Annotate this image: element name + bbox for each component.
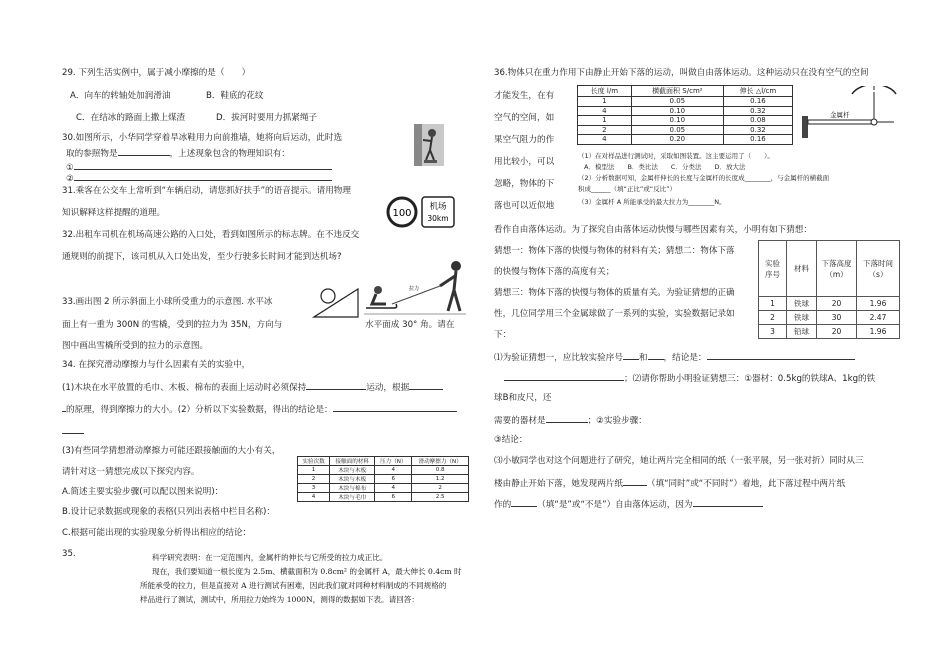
speed-limit-sign bbox=[386, 196, 418, 228]
table-cell: 木块与木板 bbox=[330, 475, 375, 484]
sub-5: ③结论： bbox=[494, 435, 528, 445]
table-cell: 木块与棉布 bbox=[330, 484, 375, 493]
q30-text-a: 取的参照物是 bbox=[66, 149, 118, 159]
table-cell: 0.05 bbox=[631, 125, 723, 135]
q36-wrap-3: 果空气阻力的作 bbox=[494, 135, 555, 145]
sub7-text-b: （填“同时”或“不同时”）着地，此下落过程中两片纸 bbox=[646, 479, 846, 489]
q33-line3: 图中画出雪橇所受到的拉力的示意图。 bbox=[62, 341, 209, 351]
q34-item-c: C.根据可能出现的实验现象分析得出相应的结论： bbox=[62, 528, 252, 538]
table-header-row bbox=[298, 457, 469, 466]
table-cell: 20 bbox=[817, 297, 857, 311]
q34-part3-l2: 请针对这一猜想完成以下探究内容。 bbox=[62, 467, 200, 477]
guess1-conclusion-blank-cont[interactable] bbox=[504, 371, 624, 381]
table-row bbox=[578, 125, 793, 135]
table-cell: 1.96 bbox=[857, 297, 900, 311]
table-row bbox=[578, 135, 793, 145]
q29-option-a: A．向车的转轴处加润滑油 bbox=[70, 91, 171, 101]
rod-q1: （1）在对样品进行测试时，采取如图装置。这主要运用了（ ）。 bbox=[578, 152, 774, 160]
guess-3-end: 下： bbox=[494, 330, 512, 340]
q30-num-2: ② bbox=[66, 174, 74, 184]
table-cell: 4 bbox=[578, 106, 632, 116]
rod-apparatus-figure bbox=[800, 86, 900, 142]
q36-wrap-1: 才能发生，在有 bbox=[494, 91, 555, 101]
table-cell: 20 bbox=[817, 325, 857, 339]
conclusion-blank-cont[interactable] bbox=[62, 424, 84, 434]
sub-8 bbox=[494, 497, 763, 511]
q33-line1: 33.画出图 2 所示斜面上小球所受重力的示意图. 水平冰 bbox=[62, 297, 273, 307]
q35-number: 35. bbox=[62, 549, 76, 559]
table-cell: 6 bbox=[375, 475, 412, 484]
q30-line1: 30.如图所示，小华同学穿着旱冰鞋用力向前推墙，她将向后运动，此时选 bbox=[62, 133, 343, 143]
q34-part1 bbox=[62, 380, 443, 394]
table-row bbox=[298, 484, 469, 493]
table-cell: 0.05 bbox=[631, 97, 723, 107]
pull-force-label: 拉力 bbox=[409, 286, 420, 292]
q36-wrap-5: 忽略，物体的下 bbox=[494, 179, 555, 189]
table-cell: 铁球 bbox=[787, 297, 817, 311]
rod-q2-cont: 积成______（填“正比”或“反比”） bbox=[578, 185, 676, 193]
q34-head: 34. 在探究滑动摩擦力与什么因素有关的实验中， bbox=[62, 360, 251, 370]
conclusion-blank[interactable] bbox=[333, 402, 457, 412]
rod-data-table bbox=[577, 85, 793, 145]
incline-ball-figure bbox=[312, 283, 360, 319]
knowledge-blank-2[interactable] bbox=[74, 171, 332, 181]
guess-2: 的快慢与物体下落的高度有关； bbox=[494, 267, 615, 277]
rod-q1-options: A．模型法 B．类比法 C．分类法 D．放大法 bbox=[584, 163, 746, 171]
sub1-text-a: ⑴为验证猜想一，应比较实验序号 bbox=[494, 353, 623, 363]
q36-wrap-6: 落也可以近似地 bbox=[494, 201, 555, 211]
table-cell: 4 bbox=[298, 493, 330, 502]
table-cell: 0.32 bbox=[723, 106, 792, 116]
table-header-cell: 横截面积 S/cm² bbox=[631, 86, 723, 97]
rod-q3: （3）金属杆 A 所能承受的最大拉力为________N。 bbox=[578, 198, 726, 206]
table-cell: 0.16 bbox=[723, 97, 792, 107]
q29-option-b: B．鞋底的花纹 bbox=[206, 91, 264, 101]
sub4-text-b: ；②实验步骤： bbox=[587, 416, 647, 426]
table-row bbox=[298, 493, 469, 502]
table-header-row bbox=[578, 86, 793, 97]
table-cell: 0.8 bbox=[412, 466, 469, 475]
serial-blank-1[interactable] bbox=[623, 350, 639, 360]
q32-line1: 32.出租车司机在机场高速公路的入口处，看到如图所示的标志牌。在不违反交 bbox=[62, 230, 360, 240]
q31-line1: 31.乘客在公交车上常听到“车辆启动，请您抓好扶手”的语音提示。请用物理 bbox=[62, 186, 351, 196]
sub-6: ⑶小敏同学也对这个问题进行了研究，她让两片完全相同的纸（一张平展，另一张对折）同时从三 bbox=[494, 456, 864, 466]
q30-line2 bbox=[66, 146, 290, 160]
table-cell: 2 bbox=[412, 484, 469, 493]
knowledge-blank-1[interactable] bbox=[74, 160, 332, 170]
table-cell: 铁球 bbox=[787, 311, 817, 325]
table-cell: 0.20 bbox=[631, 135, 723, 145]
q34-part1-text-b: 运动，根据 bbox=[366, 383, 410, 393]
sub-1 bbox=[494, 350, 855, 364]
skater-figure bbox=[414, 124, 444, 166]
airport-distance: 30km bbox=[427, 214, 449, 223]
friction-data-table bbox=[297, 456, 469, 502]
q31-line2: 知识解释这样提醒的道理。 bbox=[62, 208, 166, 218]
sub-2 bbox=[504, 371, 875, 385]
table-cell: 1.96 bbox=[857, 325, 900, 339]
table-cell: 2 bbox=[298, 475, 330, 484]
q30-text-b: ，上述现象包含的物理知识有： bbox=[169, 149, 290, 159]
sub-3: 球B和皮尺，还 bbox=[494, 393, 552, 403]
guess-3-cont: 性，几位同学用三个金属球做了一系列的实验，实验数据记录如 bbox=[494, 309, 735, 319]
q35-para-1: 科学研究表明：在一定范围内，金属杆的伸长与它所受的拉力成正比。 bbox=[152, 553, 388, 562]
table-cell: 30 bbox=[817, 311, 857, 325]
table-header-cell: 下落时间（s） bbox=[857, 241, 900, 297]
table-cell: 2 bbox=[759, 311, 787, 325]
table-cell: 0.32 bbox=[723, 125, 792, 135]
table-cell: 0.16 bbox=[723, 135, 792, 145]
reason-blank[interactable] bbox=[693, 497, 763, 507]
sub8-text-a: 作的 bbox=[494, 500, 512, 510]
guess-1: 猜想一：物体下落的快慢与物体的材料有关；猜想二：物体下落 bbox=[494, 246, 735, 256]
q36-wrap-4: 用比较小，可以 bbox=[494, 157, 555, 167]
q34-part2 bbox=[62, 402, 457, 416]
table-header-cell: 材料 bbox=[787, 241, 817, 297]
q36-wrap-2: 空气的空间，如 bbox=[494, 113, 555, 123]
table-header-cell: 滑动摩擦力（N） bbox=[412, 457, 469, 466]
guess1-conclusion-blank[interactable] bbox=[707, 350, 855, 360]
table-cell: 3 bbox=[759, 325, 787, 339]
q35-para-2: 现在，我们要知道一根长度为 2.5m、横截面积为 0.8cm² 的金属杆 A，最大伸长 0.4cm 时 bbox=[152, 567, 462, 576]
sub2-text: ；⑵请你帮助小明验证猜想三：①器材：0.5kg的铁球A、1kg的铁 bbox=[624, 374, 876, 384]
serial-blank-2[interactable] bbox=[648, 350, 664, 360]
table-cell: 1 bbox=[759, 297, 787, 311]
table-header-cell: 长度 l/m bbox=[578, 86, 632, 97]
q36-line2: 看作自由落体运动。为了探究自由落体运动快慢与哪些因素有关，小明有如下猜想： bbox=[494, 225, 812, 235]
table-cell: 木块与木板 bbox=[330, 466, 375, 475]
table-cell: 4 bbox=[578, 135, 632, 145]
table-cell: 0.08 bbox=[723, 116, 792, 126]
table-row bbox=[578, 116, 793, 126]
q29-option-d: D．拔河时要用力抓紧绳子 bbox=[216, 113, 318, 123]
table-row bbox=[759, 325, 900, 339]
table-header-row bbox=[759, 241, 900, 297]
table-cell: 3 bbox=[298, 484, 330, 493]
table-cell: 4 bbox=[375, 484, 412, 493]
table-row bbox=[298, 466, 469, 475]
table-row bbox=[578, 106, 793, 116]
q34-part3-l1: (3)有些同学猜想滑动摩擦力可能还跟接触面的大小有关， bbox=[62, 446, 281, 456]
q33-line2b: 水平面成 30° 角。请在 bbox=[365, 320, 455, 330]
q29-stem: 29. 下列生活实例中，属于减小摩擦的是（ ） bbox=[62, 68, 251, 78]
principle-blank[interactable] bbox=[409, 380, 443, 390]
q35-para-4: 样品进行了测试，测试中，所用拉力始终为 1000N，测得的数据如下表。请回答： bbox=[140, 595, 419, 604]
table-cell: 2 bbox=[578, 125, 632, 135]
table-cell: 0.10 bbox=[631, 106, 723, 116]
q32-line2: 通规则的前提下，该司机从入口处出发，至少行驶多长时间才能到达机场? bbox=[62, 252, 342, 262]
equipment-blank[interactable] bbox=[546, 413, 588, 423]
table-cell: 0.10 bbox=[631, 116, 723, 126]
sub8-text-b: （填“是”或“不是”）自由落体运动，因为 bbox=[537, 500, 693, 510]
q34-part2-text: 的原理，得到摩擦力的大小。(2）分析以下实验数据，得出的结论是： bbox=[66, 405, 333, 415]
q34-conclusion-cont bbox=[62, 424, 84, 438]
table-row bbox=[298, 475, 469, 484]
q34-item-a: A.简述主要实验步骤(可以配以图来说明)： bbox=[62, 487, 224, 497]
sub4-text-a: 需要的器材是 bbox=[494, 416, 546, 426]
table-row bbox=[578, 97, 793, 107]
rod-label: 金属杆 bbox=[830, 111, 850, 119]
guess-3: 猜想三：物体下落的快慢与物体的质量有关。为验证猜想的正确 bbox=[494, 288, 735, 298]
table-row bbox=[759, 311, 900, 325]
table-cell: 木块与毛巾 bbox=[330, 493, 375, 502]
table-header-cell: 接触面的材料 bbox=[330, 457, 375, 466]
q35-para-3: 所能承受的拉力，但是直接对 A 进行测试有困难，因此我们就对同种材料制成的不同规格的 bbox=[140, 581, 447, 590]
table-cell: 2.47 bbox=[857, 311, 900, 325]
table-header-cell: 实验次数 bbox=[298, 457, 330, 466]
q36-line1: 36.物体只在重力作用下由静止开始下落的运动，叫做自由落体运动。这种运动只在没有空气的空间 bbox=[494, 68, 869, 78]
q33-line2a: 面上有一重为 300N 的雪橇，受到的拉力为 35N，方向与 bbox=[62, 320, 283, 330]
sled-pull-figure bbox=[364, 256, 468, 318]
airport-label: 机场 bbox=[429, 202, 447, 212]
table-header-cell: 伸长 △l/cm bbox=[723, 86, 792, 97]
table-cell: 6 bbox=[375, 493, 412, 502]
airport-distance-sign bbox=[421, 196, 455, 228]
q30-answer-2 bbox=[66, 171, 332, 185]
table-cell: 2.5 bbox=[412, 493, 469, 502]
table-header-cell: 实验序号 bbox=[759, 241, 787, 297]
speed-limit-value: 100 bbox=[392, 208, 412, 219]
reference-blank[interactable] bbox=[118, 146, 170, 156]
sub-4 bbox=[494, 413, 647, 427]
free-fall-blank[interactable] bbox=[511, 497, 537, 507]
sub7-text-a: 楼由静止开始下落，她发现两片纸 bbox=[494, 479, 623, 489]
sub1-text-b: 和 bbox=[638, 353, 648, 363]
motion-blank[interactable] bbox=[306, 380, 366, 390]
table-row bbox=[759, 297, 900, 311]
q34-item-b: B.设计记录数据或现象的表格(只列出表格中栏目名称)： bbox=[62, 507, 275, 517]
q29-option-c: C．在结冰的路面上撒上煤渣 bbox=[76, 113, 186, 123]
q34-part1-text-a: (1)木块在水平放置的毛巾、木板、棉布的表面上运动时必须保持 bbox=[62, 383, 307, 393]
table-header-cell: 压力（N） bbox=[375, 457, 412, 466]
table-header-cell: 下落高度（m） bbox=[817, 241, 857, 297]
table-cell: 1 bbox=[298, 466, 330, 475]
table-cell: 4 bbox=[375, 466, 412, 475]
landing-blank[interactable] bbox=[623, 476, 647, 486]
sub1-text-c: ，结论是： bbox=[663, 353, 707, 363]
table-cell: 1 bbox=[578, 116, 632, 126]
sub-7 bbox=[494, 476, 845, 490]
table-cell: 1.2 bbox=[412, 475, 469, 484]
table-cell: 铅球 bbox=[787, 325, 817, 339]
fall-data-table bbox=[758, 240, 900, 339]
q30-num-1: ① bbox=[66, 163, 74, 173]
rod-q2: （2）分析数据可知，金属杆伸长的长度与金属杆的长度成________，与金属杆的横截面 bbox=[578, 174, 830, 182]
table-cell: 1 bbox=[578, 97, 632, 107]
